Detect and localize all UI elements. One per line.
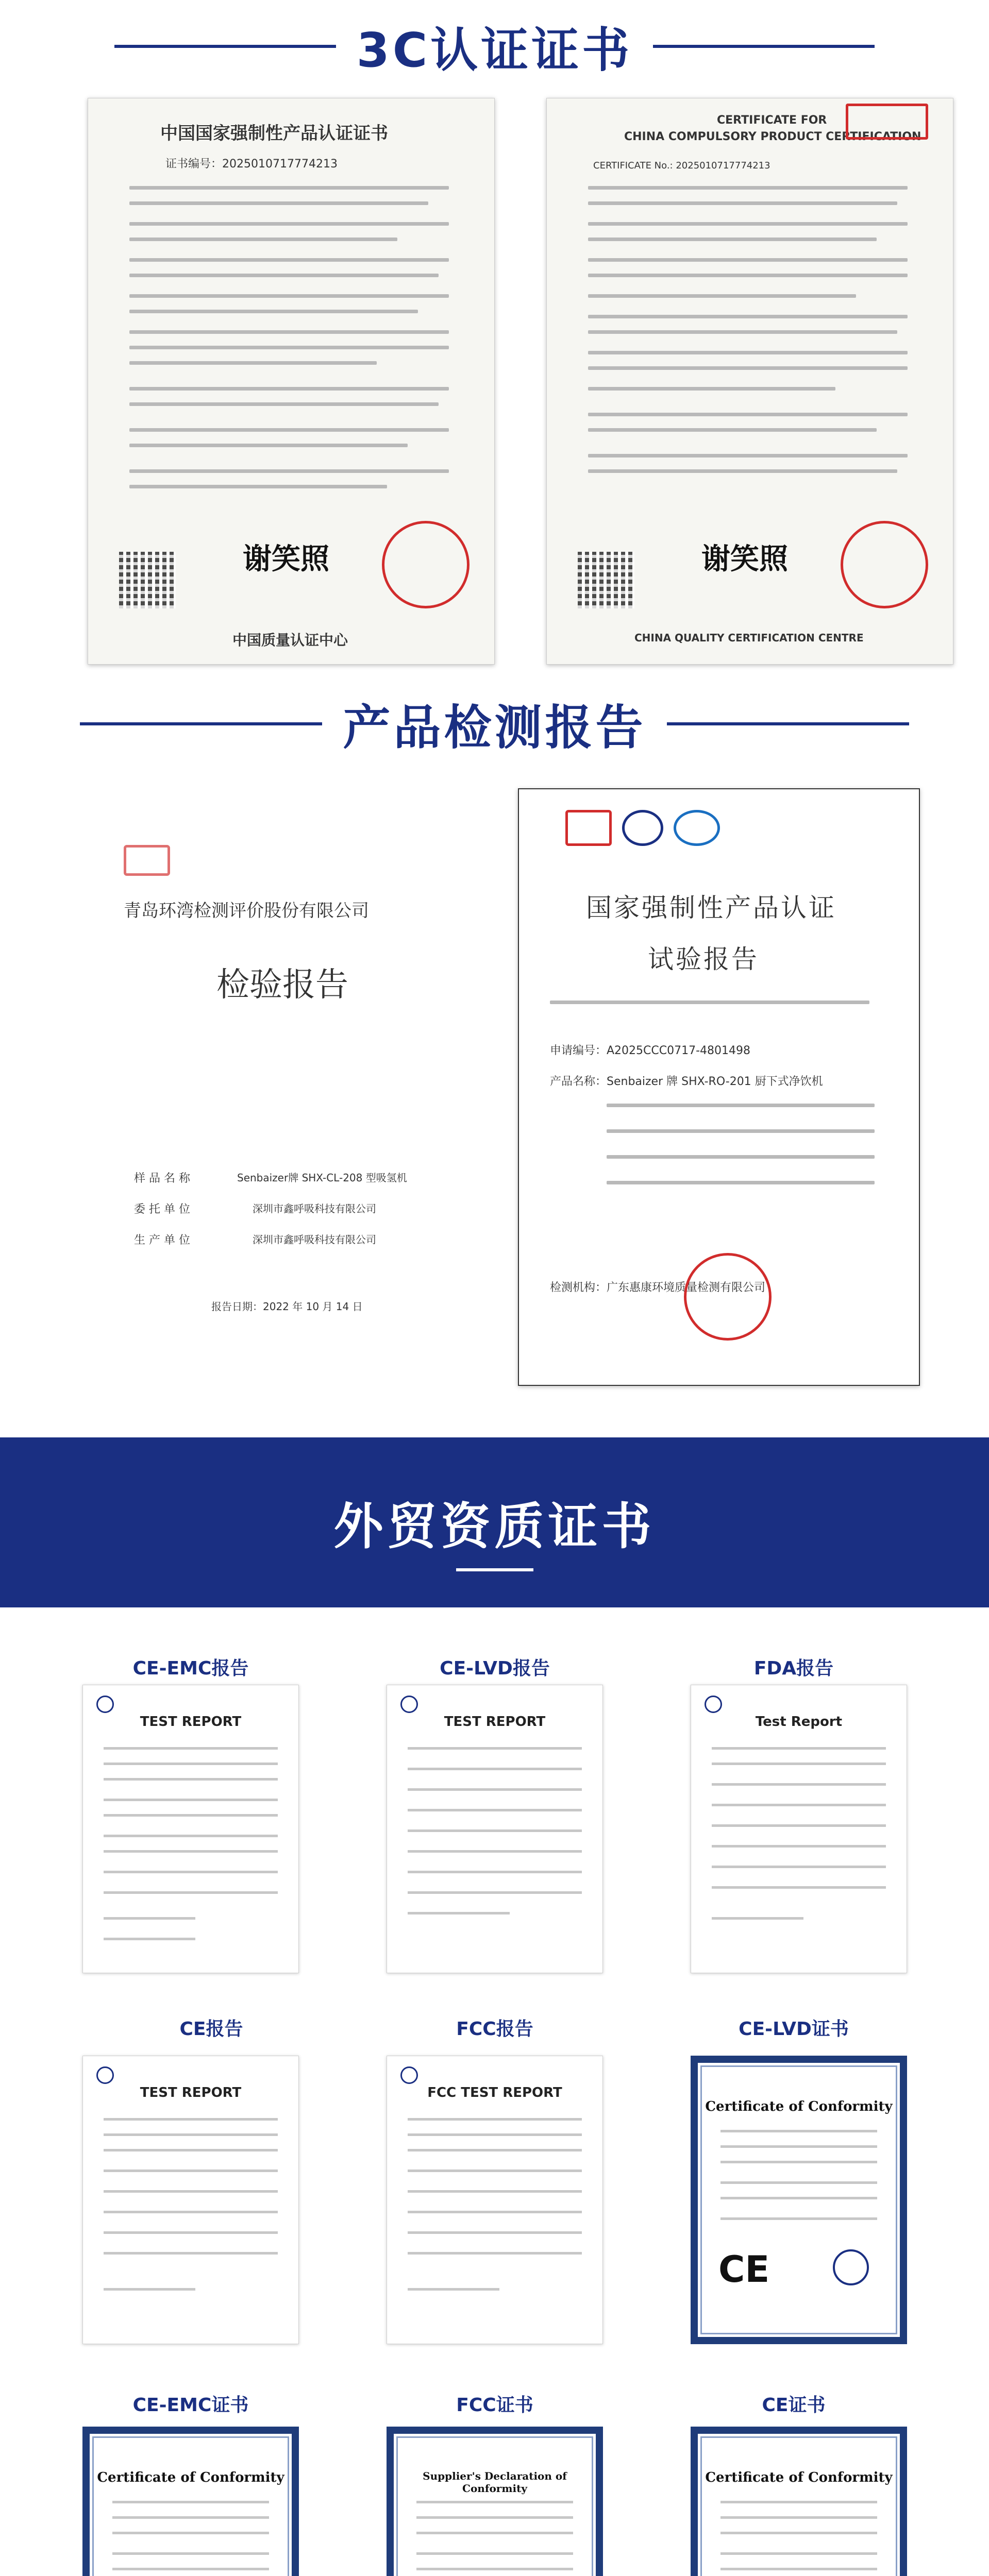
section-title-3c: 3C认证证书 [356,23,633,78]
report-left-client-label: 委 托 单 位 [134,1203,190,1216]
ccc-en-top-stamp [846,104,928,140]
report-left-date: 报告日期：2022 年 10 月 14 日 [211,1300,363,1313]
ccc-en-number: CERTIFICATE No.: 2025010717774213 [593,160,770,171]
cert-doc [82,2427,299,2576]
cert-doc [691,2427,907,2576]
ccc-cn-signature: 谢笑照 [243,542,329,576]
lab-logo-icon [400,1696,418,1713]
cert-doc-title: TEST REPORT [140,1714,242,1730]
cert-doc [82,1685,299,1973]
ccc-cert-en [546,98,953,665]
section-3c-title [0,10,989,82]
section-title-foreign: 外贸资质证书 [333,1497,656,1555]
title-line-right [653,45,875,48]
report-right-title2: 试验报告 [648,944,759,974]
ccc-en-issuer: CHINA QUALITY CERTIFICATION CENTRE [634,632,864,644]
title-line-left [114,45,336,48]
cert-label: CE-LVD证书 [739,2019,849,2040]
report-right [518,788,920,1386]
cma-logo [565,810,612,846]
cert-doc-title: Supplier's Declaration of Conformity [423,2470,567,2495]
ccc-en-title: CERTIFICATE FOR [717,114,827,127]
ccc-en-stamp [841,521,928,608]
cert-label: FDA报告 [753,1658,834,1679]
ccc-cn-issuer: 中国质量认证中心 [232,632,348,649]
cnas-logo [674,810,720,846]
cert-label: FCC报告 [456,2019,533,2040]
lab-logo-icon [400,2066,418,2084]
qr-code [119,552,176,608]
cert-label: FCC证书 [456,2395,533,2416]
cert-doc-title: FCC TEST REPORT [427,2085,562,2100]
lab-logo-icon [96,2066,114,2084]
cert-doc [691,2056,907,2344]
cert-label: CE证书 [762,2395,826,2416]
report-right-stamp [684,1253,772,1341]
report-left-sample: Senbaizer牌 SHX-CL-208 型吸氢机 [237,1172,407,1184]
cert-doc [691,1685,907,1973]
report-right-product: 产品名称：Senbaizer 牌 SHX-RO-201 厨下式净饮机 [550,1075,823,1088]
ccc-en-title2: CHINA COMPULSORY PRODUCT CERTIFICATION [624,130,921,143]
qr-code [578,552,634,608]
report-left-sample-label: 样 品 名 称 [134,1172,190,1185]
seal-icon [833,2249,869,2285]
report-left-company: 青岛环湾检测评价股份有限公司 [124,901,369,921]
section-report-title [0,680,989,768]
lab-logo-icon [96,1696,114,1713]
cert-doc [387,2056,603,2344]
ma-logo [124,845,170,876]
ccc-cert-cn [88,98,495,665]
cert-doc-title: Certificate of Conformity [705,2470,893,2485]
report-left-client: 深圳市鑫呼吸科技有限公司 [253,1202,376,1215]
lab-logo-icon [705,1696,722,1713]
cert-label: CE-EMC证书 [132,2395,249,2416]
ccc-cn-number: 证书编号：2025010717774213 [165,158,338,171]
band-underline [456,1568,533,1571]
report-left [82,804,474,1355]
cert-doc-title: Test Report [755,1714,843,1730]
cert-label: CE-EMC报告 [132,1658,249,1679]
report-right-app-no: 申请编号：A2025CCC0717-4801498 [550,1044,751,1057]
report-right-title: 国家强制性产品认证 [586,893,836,923]
cert-doc-title: Certificate of Conformity [705,2099,893,2114]
cert-label: CE-LVD报告 [440,1658,550,1679]
cert-doc-title: TEST REPORT [140,2085,242,2100]
ccc-cn-title: 中国国家强制性产品认证证书 [160,123,388,144]
ccc-en-signature: 谢笑照 [701,542,788,576]
cert-doc [82,2056,299,2344]
ce-mark-icon: CE [718,2248,770,2291]
cert-doc-title: TEST REPORT [444,1714,546,1730]
title-line-left [80,722,322,725]
section-foreign-band [0,1437,989,1607]
title-line-right [667,722,909,725]
cert-doc [387,1685,603,1973]
report-right-lab: 检测机构：广东惠康环境质量检测有限公司 [550,1281,766,1294]
ilac-logo [622,810,663,846]
cert-doc-title: Certificate of Conformity [97,2470,284,2485]
report-left-maker: 深圳市鑫呼吸科技有限公司 [253,1233,376,1246]
section-title-report: 产品检测报告 [343,700,646,755]
ccc-cn-stamp [382,521,470,608]
report-left-maker-label: 生 产 单 位 [134,1234,190,1247]
report-left-title: 检验报告 [216,966,348,1004]
cert-doc [387,2427,603,2576]
cert-label: CE报告 [179,2019,243,2040]
